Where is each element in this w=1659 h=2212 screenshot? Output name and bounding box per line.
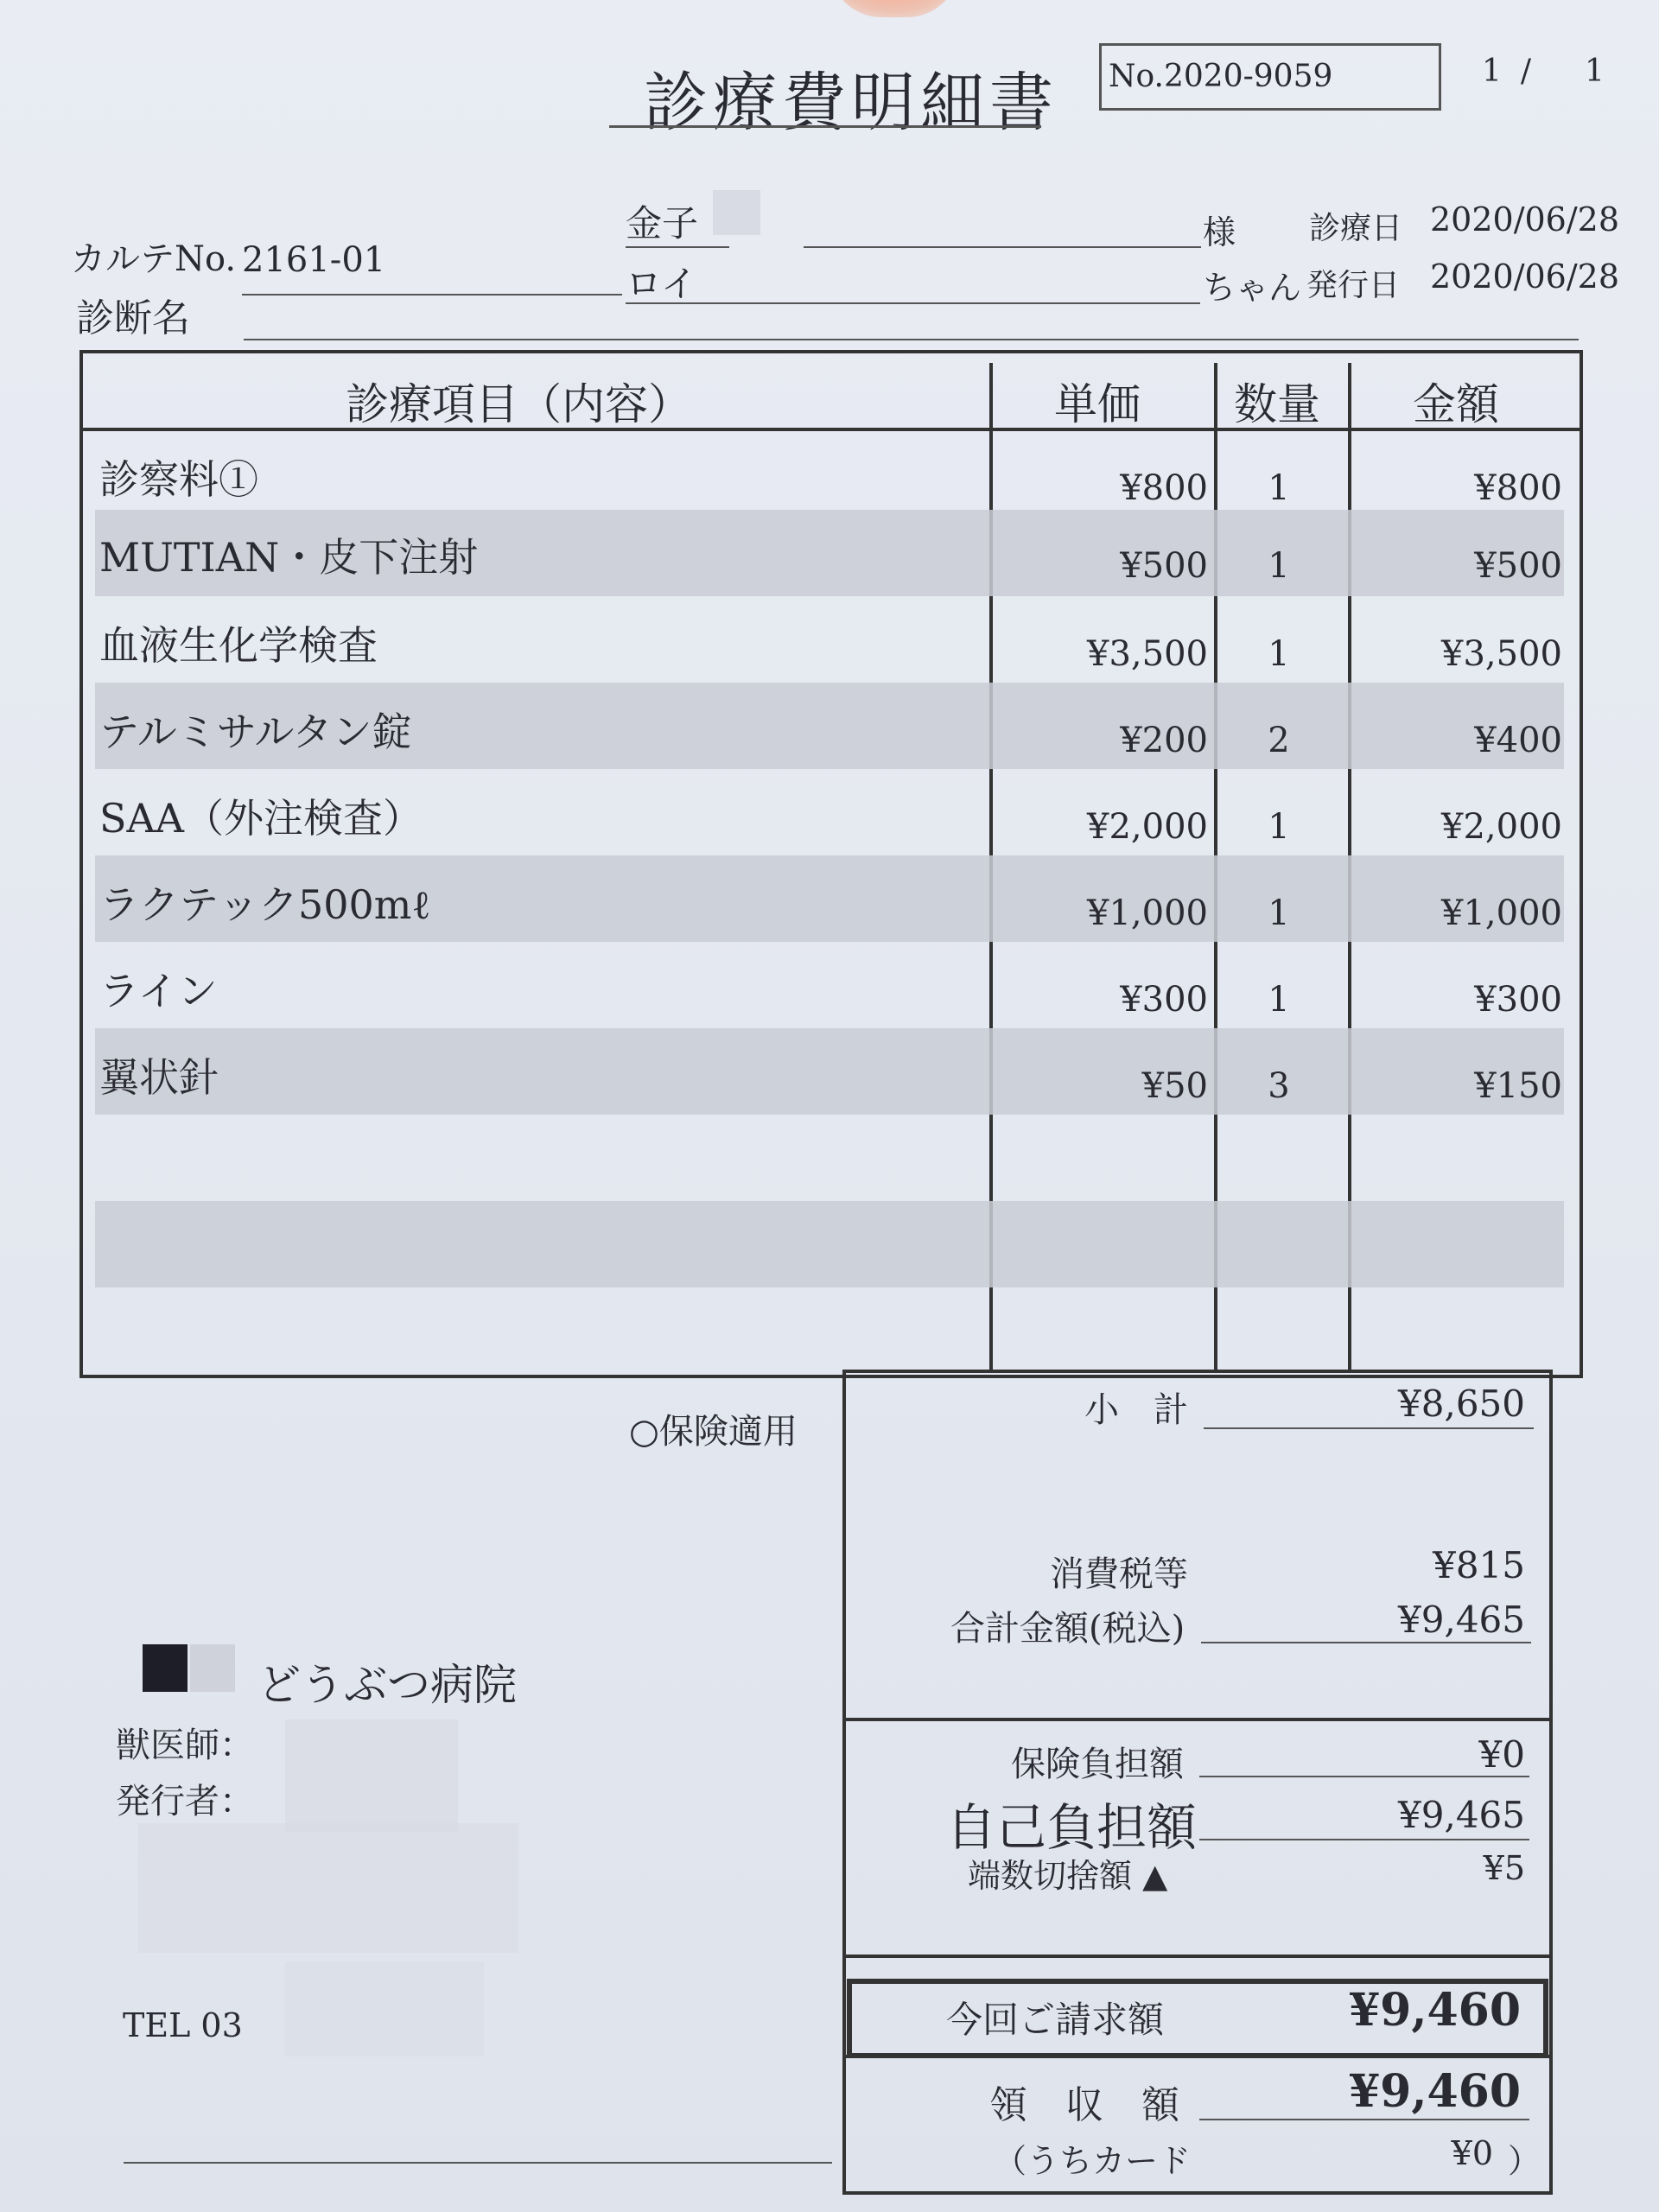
total-value: ¥9,465 <box>1398 1599 1525 1641</box>
item-name: ライン <box>99 968 218 1014</box>
page-indicator <box>1482 54 1608 89</box>
amount: ¥800 <box>1474 468 1562 508</box>
diagnosis-label: 診断名 <box>76 296 190 340</box>
summary-divider <box>844 1718 1551 1721</box>
row-band <box>95 1201 1564 1287</box>
chart-no-underline <box>242 294 622 296</box>
received-value: ¥9,460 <box>1348 2065 1521 2118</box>
tax-value: ¥815 <box>1433 1544 1525 1586</box>
header-unit-price: 単価 <box>1054 379 1141 429</box>
vet-label: 獣医師： <box>116 1726 254 1765</box>
page-total: 1 <box>1585 54 1608 89</box>
redacted-phone <box>285 1961 484 2056</box>
quantity: 3 <box>1268 1066 1290 1106</box>
issue-date-label: 発行日 <box>1306 268 1401 303</box>
item-name: テルミサルタン錠 <box>99 709 412 755</box>
subtotal-label: 小 計 <box>1084 1390 1188 1430</box>
amount: ¥1,000 <box>1441 893 1562 933</box>
quantity: 1 <box>1268 807 1290 847</box>
unit-price: ¥50 <box>1141 1066 1208 1106</box>
card-value: ¥0 <box>1451 2134 1493 2172</box>
redacted-address <box>138 1823 518 1953</box>
quantity: 1 <box>1268 980 1290 1020</box>
amount: ¥400 <box>1474 721 1562 760</box>
table-row <box>0 1034 1659 1121</box>
unit-price: ¥300 <box>1120 980 1208 1020</box>
insurance-share-value: ¥0 <box>1478 1733 1525 1776</box>
rounding-value: ¥5 <box>1483 1849 1525 1887</box>
self-pay-label: 自己負担額 <box>946 1798 1198 1857</box>
owner-suffix: 様 <box>1203 213 1236 251</box>
item-name: 診察料① <box>99 456 258 503</box>
total-underline <box>1201 1642 1531 1643</box>
header-item: 診療項目（内容） <box>346 379 691 429</box>
visit-date-value: 2020/06/28 <box>1430 200 1620 238</box>
amount: ¥2,000 <box>1441 807 1562 847</box>
quantity: 1 <box>1268 546 1290 586</box>
table-row <box>0 689 1659 775</box>
item-name: MUTIAN・皮下注射 <box>99 534 479 581</box>
quantity: 1 <box>1268 468 1290 508</box>
rounding-label: 端数切捨額 ▲ <box>968 1857 1168 1895</box>
chart-no-value: 2161-01 <box>242 240 386 280</box>
item-name: ラクテック500mℓ <box>99 881 431 928</box>
redacted-owner-name <box>713 190 760 235</box>
header-underline <box>83 428 1580 431</box>
redacted-vet-issuer <box>285 1719 458 1832</box>
clinic-tel: TEL 03 <box>123 2006 243 2044</box>
title-underline <box>609 125 1041 128</box>
tax-label: 消費税等 <box>1050 1554 1188 1594</box>
visit-date-label: 診療日 <box>1309 211 1403 246</box>
card-close: ） <box>1508 2142 1541 2180</box>
table-row <box>0 514 1659 601</box>
table-row <box>0 602 1659 689</box>
amount: ¥300 <box>1474 980 1562 1020</box>
header-amount: 金額 <box>1413 379 1499 429</box>
signature-line <box>124 2162 832 2164</box>
unit-price: ¥800 <box>1120 468 1208 508</box>
table-row <box>0 775 1659 861</box>
quantity: 1 <box>1268 893 1290 933</box>
pet-name: ロイ <box>626 263 697 305</box>
pet-underline <box>626 302 1200 304</box>
subtotal-value: ¥8,650 <box>1398 1382 1525 1425</box>
receipt-divider <box>844 2055 1551 2058</box>
redacted-clinic-block-dark <box>143 1644 188 1692</box>
received-label: 領 収 額 <box>989 2083 1179 2127</box>
item-name: SAA（外注検査） <box>99 795 423 842</box>
quantity: 1 <box>1268 634 1290 674</box>
owner-underline <box>804 246 1201 248</box>
document-title: 診療費明細書 <box>644 66 1058 140</box>
unit-price: ¥1,000 <box>1087 893 1208 933</box>
insurance-share-label: 保険負担額 <box>1011 1745 1184 1784</box>
amount: ¥3,500 <box>1441 634 1562 674</box>
owner-name: 金子 <box>626 202 699 245</box>
quantity: 2 <box>1268 721 1290 760</box>
insurance-share-underline <box>1199 1776 1529 1777</box>
chart-no-label: カルテNo. <box>71 239 237 279</box>
page-separator: / <box>1520 54 1535 89</box>
billing-divider <box>844 1955 1551 1958</box>
document-number: No.2020-9059 <box>1099 43 1441 111</box>
billed-value: ¥9,460 <box>1348 1984 1521 2037</box>
self-pay-value: ¥9,465 <box>1398 1794 1525 1836</box>
item-name: 翼状針 <box>99 1054 219 1101</box>
unit-price: ¥2,000 <box>1087 807 1208 847</box>
received-underline <box>1199 2119 1529 2120</box>
diagnosis-underline <box>244 339 1579 340</box>
self-pay-underline <box>1199 1839 1529 1840</box>
table-row <box>0 948 1659 1034</box>
clinic-name: どうぶつ病院 <box>257 1660 517 1710</box>
amount: ¥500 <box>1474 546 1562 586</box>
pet-suffix: ちゃん <box>1203 269 1302 307</box>
page-current: 1 <box>1482 54 1505 89</box>
amount: ¥150 <box>1474 1066 1562 1106</box>
unit-price: ¥200 <box>1120 721 1208 760</box>
owner-underline-short <box>626 246 729 248</box>
table-row <box>0 436 1659 523</box>
item-name: 血液生化学検査 <box>99 622 378 669</box>
issuer-label: 発行者： <box>116 1782 254 1821</box>
total-label: 合計金額(税込) <box>950 1609 1185 1649</box>
redacted-clinic-block-light <box>190 1644 235 1692</box>
subtotal-underline <box>1204 1427 1534 1429</box>
header-quantity: 数量 <box>1234 379 1320 429</box>
issue-date-value: 2020/06/28 <box>1430 257 1620 296</box>
unit-price: ¥3,500 <box>1087 634 1208 674</box>
insurance-applied-label: ○保険適用 <box>629 1412 798 1452</box>
table-row <box>0 861 1659 948</box>
billed-label: 今回ご請求額 <box>946 1999 1165 2041</box>
unit-price: ¥500 <box>1120 546 1208 586</box>
card-label: （うちカード <box>994 2142 1192 2180</box>
